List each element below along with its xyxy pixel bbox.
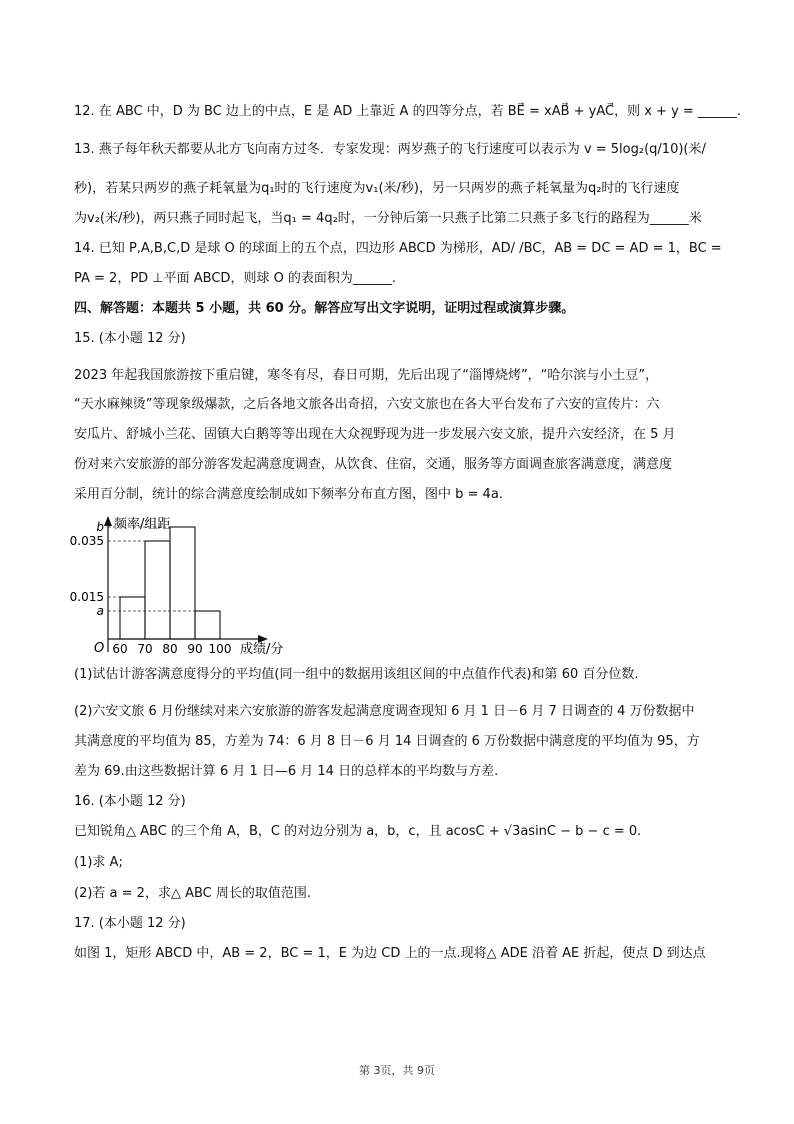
q14-line1: 14. 已知 P,A,B,C,D 是球 O 的球面上的五个点，四边形 ABCD 为梯形，AD/ /BC，AB = DC = AD = 1，BC = (74, 241, 722, 256)
q12-text: 12. 在 ABC 中，D 为 BC 边上的中点，E 是 AD 上靠近 A 的四等分点，若 BE⃗ = xAB⃗ + yAC⃗，则 x + y = ______. (74, 104, 742, 119)
y-tick-label: 0.015 (70, 590, 104, 604)
q15-sub2-line2: 其满意度的平均值为 85，方差为 74：6 月 8 日－6 月 14 日调查的 6 万份数据中满意度的平均值为 95，方 (74, 734, 700, 749)
y-tick-label: a (96, 604, 104, 618)
origin-label: O (94, 641, 105, 656)
q17-para: 如图 1，矩形 ABCD 中，AB = 2，BC = 1，E 为边 CD 上的一点.现将△ ADE 沿着 AE 折起，使点 D 到达点 (74, 946, 706, 961)
histogram-bar (195, 611, 220, 639)
q15-para-line1: 2023 年起我国旅游按下重启键，寒冬有尽，春日可期，先后出现了“淄博烧烤”，“哈尔滨与小土豆”， (74, 368, 659, 383)
q17-heading: 17. (本小题 12 分) (74, 916, 186, 931)
q15-sub2-line1: (2)六安文旅 6 月份继续对来六安旅游的游客发起满意度调查现知 6 月 1 日－6 月 7 日调查的 4 万份数据中 (74, 704, 695, 719)
histogram-bar (145, 541, 170, 639)
page-footer: 第 3页，共 9页 (359, 1064, 435, 1077)
histogram-bar (170, 527, 195, 639)
q15-para-line4: 份对来六安旅游的部分游客发起满意度调查，从饮食、住宿，交通，服务等方面调查旅客满意度，满意度 (74, 457, 673, 472)
q13-line1: 13. 燕子每年秋天都要从北方飞向南方过冬．专家发现：两岁燕子的飞行速度可以表示为 v = 5log₂(q/10)(米/ (74, 142, 706, 157)
x-tick-label: 70 (137, 642, 153, 656)
x-tick-label: 90 (187, 642, 203, 656)
y-tick-label: 0.035 (70, 534, 104, 548)
x-axis-label: 成绩/分 (240, 642, 284, 657)
q15-para-line5: 采用百分制，统计的综合满意度绘制成如下频率分布直方图，图中 b = 4a. (74, 487, 503, 502)
y-axis-label: 频率/组距 (114, 517, 171, 532)
q13-line3: 为v₂(米/秒)，两只燕子同时起飞，当q₁ = 4q₂时，一分钟后第一只燕子比第二只燕子多飞行的路程为______米 (74, 211, 702, 226)
q16-para: 已知锐角△ ABC 的三个角 A，B，C 的对边分别为 a，b，c，且 acosC + √3asinC − b − c = 0. (74, 824, 642, 839)
q16-sub1: (1)求 A; (74, 855, 123, 870)
q14-line2: PA = 2，PD ⊥平面 ABCD，则球 O 的表面积为______. (74, 271, 397, 286)
y-axis-arrow (104, 516, 112, 526)
frequency-histogram (70, 512, 330, 662)
q13-line2: 秒)，若某只两岁的燕子耗氧量为q₁时的飞行速度为v₁(米/秒)，另一只两岁的燕子耗氧量为q₂时的飞行速度 (74, 181, 680, 196)
q16-heading: 16. (本小题 12 分) (74, 794, 186, 809)
histogram-bar (120, 597, 145, 639)
y-tick-label: b (96, 520, 104, 534)
q15-sub1: (1)试估计游客满意度得分的平均值(同一组中的数据用该组区间的中点值作代表)和第 60 百分位数. (74, 667, 639, 682)
x-tick-label: 60 (112, 642, 128, 656)
q15-para-line2: “天水麻辣烫”等现象级爆款，之后各地文旅各出奇招，六安文旅也在各大平台发布了六安的宣传片：六 (74, 397, 660, 412)
x-tick-label: 100 (208, 642, 232, 656)
q15-heading: 15. (本小题 12 分) (74, 331, 186, 346)
q15-sub2-line3: 差为 69.由这些数据计算 6 月 1 日—6 月 14 日的总样本的平均数与方差. (74, 764, 499, 779)
q16-sub2: (2)若 a = 2，求△ ABC 周长的取值范围. (74, 886, 311, 901)
x-tick-label: 80 (162, 642, 178, 656)
q15-para-line3: 安瓜片、舒城小兰花、固镇大白鹅等等出现在大众视野现为进一步发展六安文旅，提升六安经济，在 5 月 (74, 427, 676, 442)
section-heading: 四、解答题：本题共 5 小题，共 60 分。解答应写出文字说明，证明过程或演算步骤。 (74, 301, 575, 316)
